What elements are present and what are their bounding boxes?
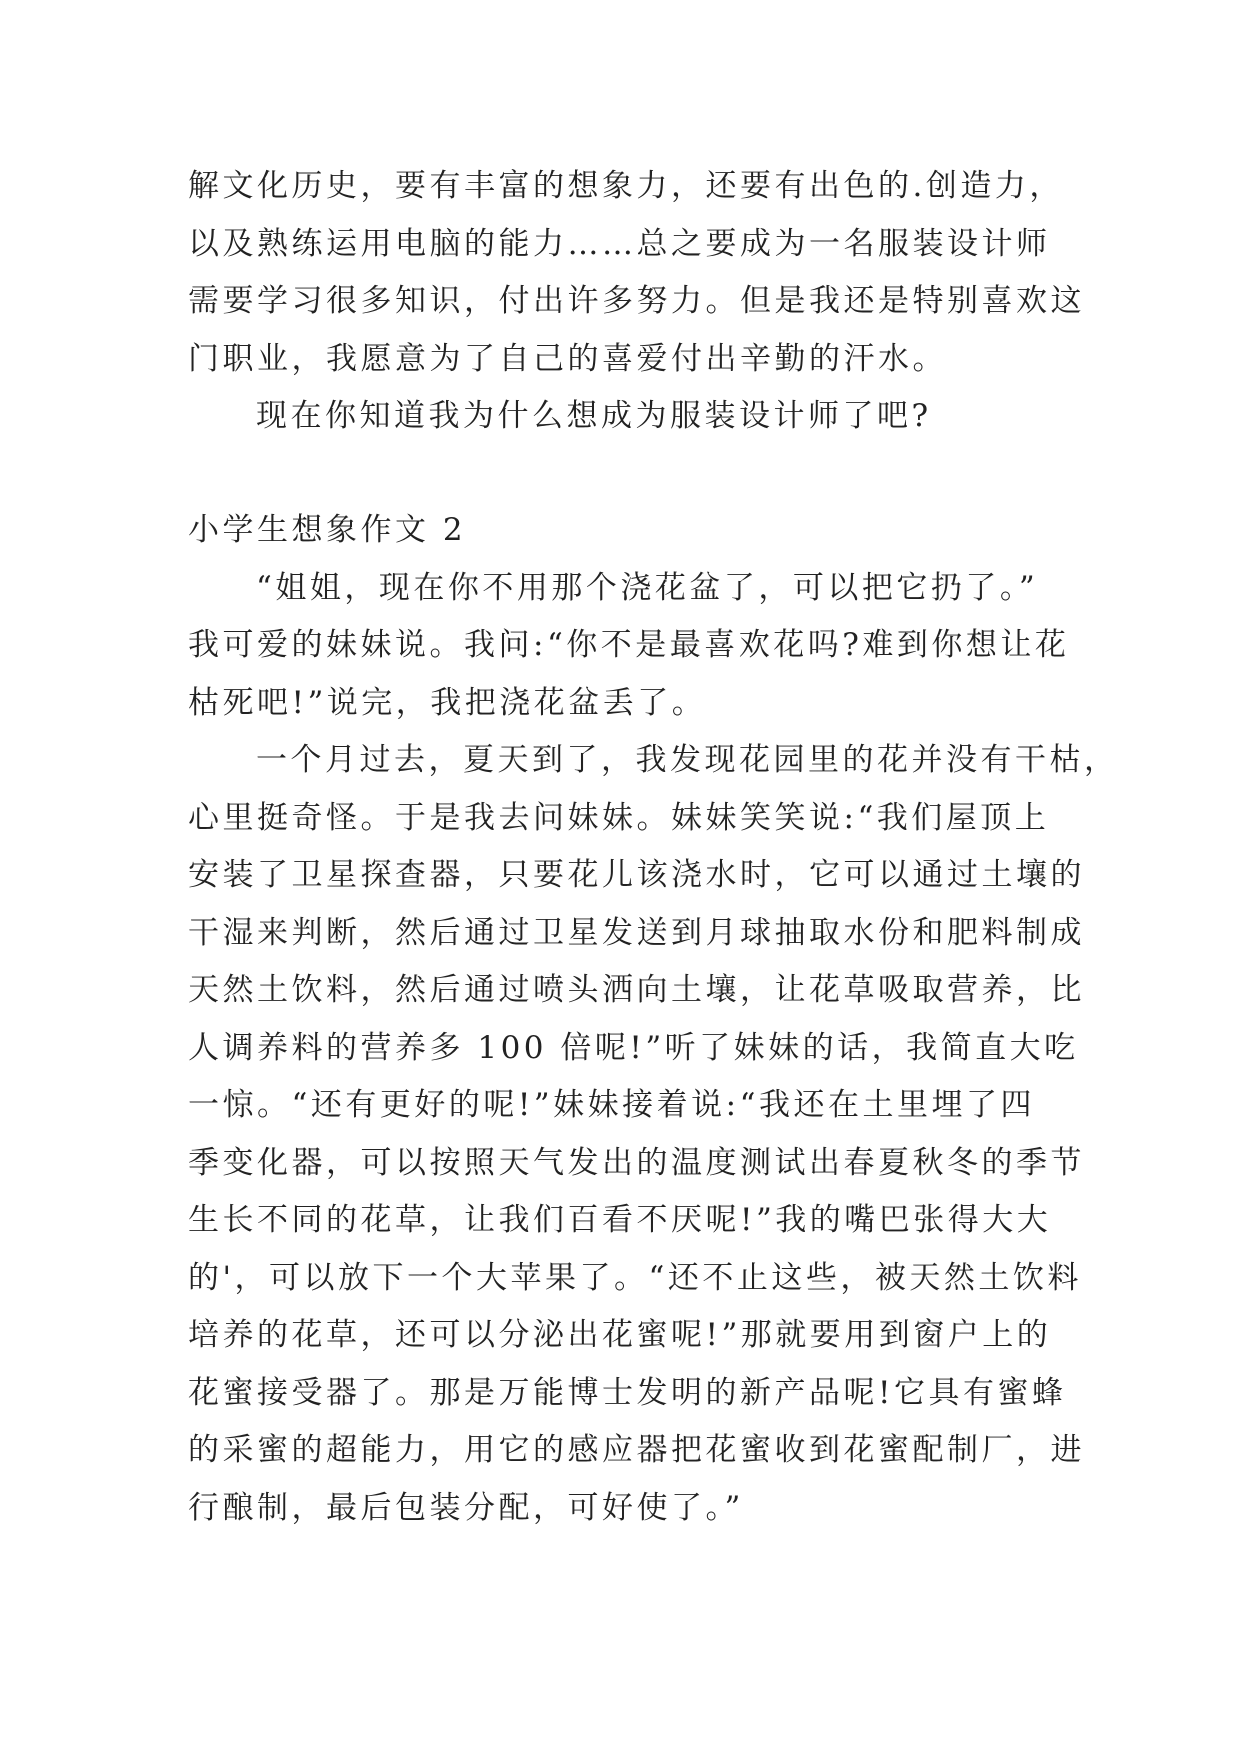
text-line: 干湿来判断，然后通过卫星发送到月球抽取水份和肥料制成: [188, 914, 1085, 951]
text-line: 门职业，我愿意为了自己的喜爱付出辛勤的汗水。: [188, 340, 947, 377]
previous-essay-ending: [188, 158, 1085, 446]
closing-paragraph: 现在你知道我为什么想成为服装设计师了吧?: [256, 398, 932, 434]
essay-2: [188, 502, 1119, 1537]
text-line: 一惊。“还有更好的呢!”妹妹接着说:“我还在土里埋了四: [188, 1087, 1035, 1123]
paragraph-start: “姐姐，现在你不用那个浇花盆了，可以把它扔了。”: [256, 569, 1039, 606]
text-line: 的'，可以放下一个大苹果了。“还不止这些，被天然土饮料: [188, 1259, 1082, 1296]
text-line: 安装了卫星探查器，只要花儿该浇水时，它可以通过土壤的: [188, 857, 1085, 893]
text-line: 生长不同的花草，让我们百看不厌呢!”我的嘴巴张得大大: [188, 1202, 1052, 1238]
text-line: 培养的花草，还可以分泌出花蜜呢!”那就要用到窗户上的: [188, 1317, 1052, 1353]
text-line: 季变化器，可以按照天气发出的温度测试出春夏秋冬的季节: [188, 1144, 1085, 1181]
text-line: 我可爱的妹妹说。我问:“你不是最喜欢花吗?难到你想让花: [188, 627, 1070, 663]
text-line: 心里挺奇怪。于是我去问妹妹。妹妹笑笑说:“我们屋顶上: [188, 799, 1050, 836]
text-line: 行酿制，最后包装分配，可好使了。”: [188, 1489, 744, 1526]
text-line: 以及熟练运用电脑的能力……总之要成为一名服装设计师: [188, 225, 1051, 262]
text-line: 解文化历史，要有丰富的想象力，还要有出色的.创造力，: [188, 168, 1064, 204]
text-line: 的采蜜的超能力，用它的感应器把花蜜收到花蜜配制厂，进: [188, 1432, 1085, 1468]
text-line: 花蜜接受器了。那是万能博士发明的新产品呢!它具有蜜蜂: [188, 1374, 1067, 1411]
text-line: 人调养料的营养多 100 倍呢!”听了妹妹的话，我简直大吃: [188, 1029, 1079, 1066]
text-line: 天然土饮料，然后通过喷头洒向土壤，让花草吸取营养，比: [188, 972, 1085, 1008]
paragraph-start: 一个月过去，夏天到了，我发现花园里的花并没有干枯，: [256, 742, 1119, 778]
section-title: 小学生想象作文 2: [188, 512, 467, 548]
text-line: 枯死吧!”说完，我把浇花盆丢了。: [188, 684, 707, 721]
text-line: 需要学习很多知识，付出许多努力。但是我还是特别喜欢这: [188, 283, 1085, 319]
